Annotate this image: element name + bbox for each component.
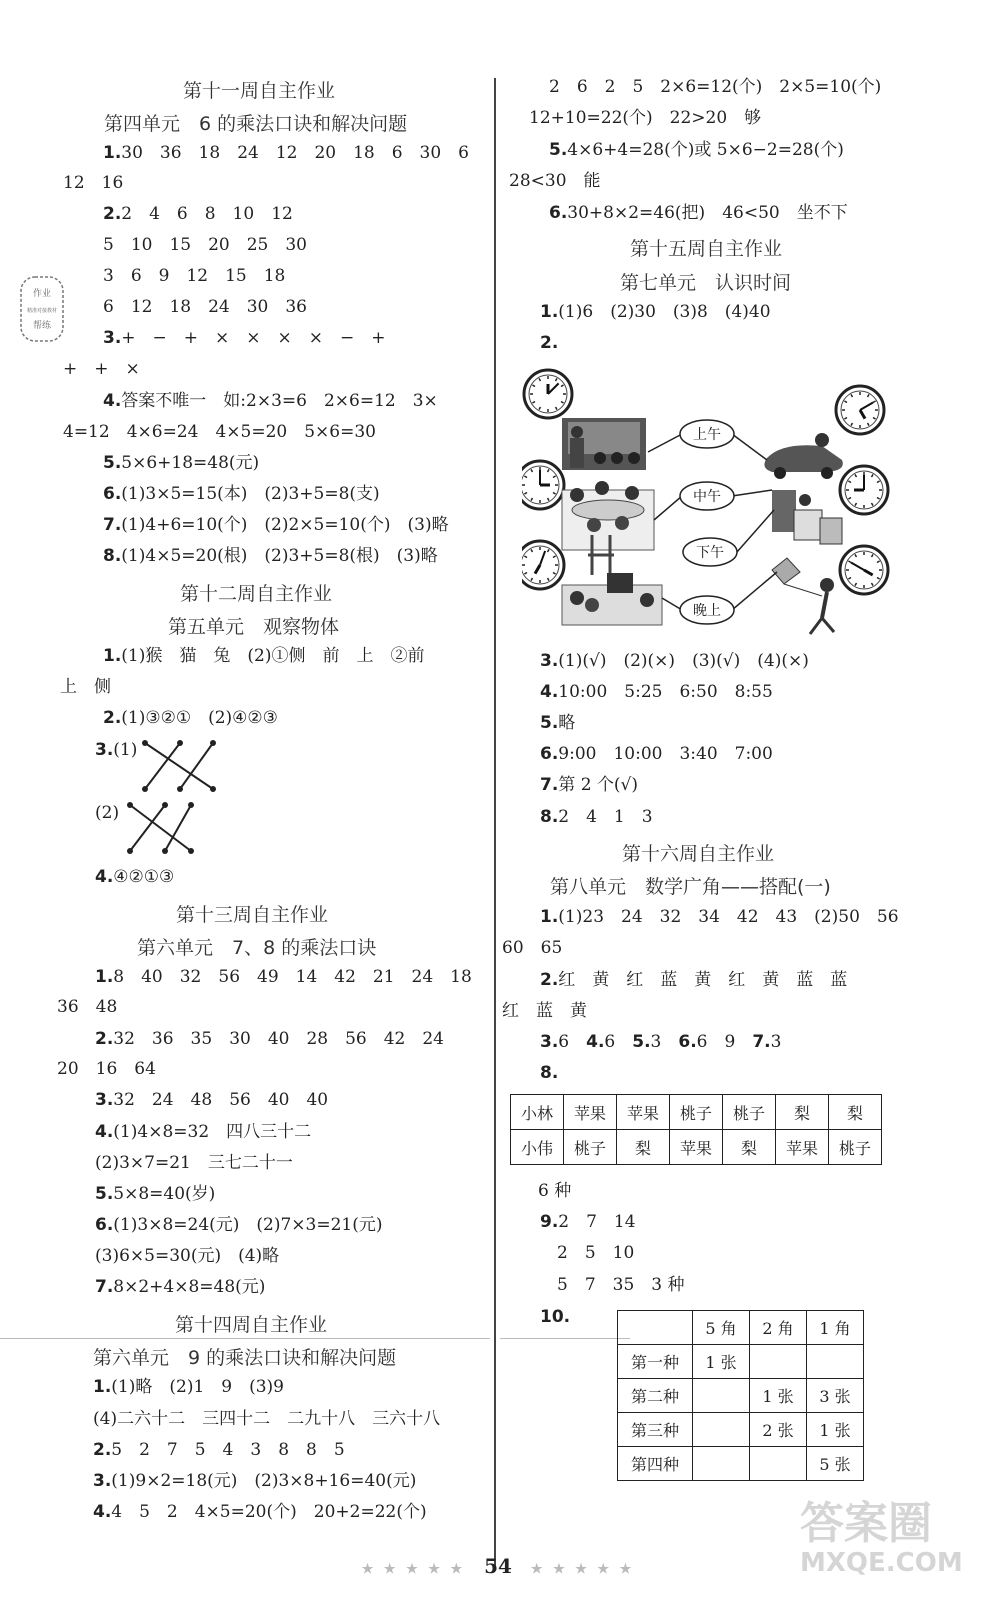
week16-title: 第十六周自主作业 <box>622 843 775 865</box>
table-cell: 第三种 <box>618 1413 693 1447</box>
table-cell <box>693 1447 750 1481</box>
week13-unit: 第六单元 7、8 的乘法口诀 <box>137 937 377 959</box>
table-cell: 梨 <box>829 1095 882 1130</box>
period-bubbles <box>680 420 737 624</box>
w14-q6: 6.30+8×2=46(把) 46<50 坐不下 <box>549 203 848 223</box>
w12-q4: 4.④②①③ <box>95 867 175 887</box>
w16-q1-cont: 60 65 <box>502 938 563 958</box>
period-bubble <box>680 596 734 624</box>
scene-kite <box>772 558 834 634</box>
w13-q1-cont: 36 48 <box>57 997 118 1017</box>
w16-q10: 10. <box>540 1307 571 1327</box>
w15-q8: 8.2 4 1 3 <box>540 807 653 827</box>
w11-q1: 1.30 36 18 24 12 20 18 6 30 6 <box>103 143 469 163</box>
footer-stars-right: ★ ★ ★ ★ ★ <box>530 1562 635 1577</box>
w12-q3-matching-lines-1 <box>140 738 220 794</box>
svg-text:作业: 作业 <box>32 289 52 299</box>
w16-q9: 9.2 7 14 <box>540 1212 636 1232</box>
footer-stars-left: ★ ★ ★ ★ ★ <box>361 1562 466 1577</box>
period-label: 下午 <box>696 545 724 561</box>
table-cell: 第四种 <box>618 1447 693 1481</box>
week14-title: 第十四周自主作业 <box>175 1314 328 1336</box>
w13-q7: 7.8×2+4×8=48(元) <box>95 1277 266 1297</box>
table-cell: 梨 <box>723 1130 776 1165</box>
w16-q2: 2.红 黄 红 蓝 黄 红 黄 蓝 蓝 <box>540 970 848 990</box>
w15-q1: 1.(1)6 (2)30 (3)8 (4)40 <box>540 302 771 322</box>
w11-q2: 2.2 4 6 8 10 12 <box>103 204 293 224</box>
w11-q2-row3: 3 6 9 12 15 18 <box>103 266 286 286</box>
w11-q2-row2: 5 10 15 20 25 30 <box>103 235 307 255</box>
table-cell: 苹果 <box>617 1095 670 1130</box>
table-cell <box>750 1345 807 1379</box>
table-header-cell: 1 角 <box>807 1311 864 1345</box>
w16-q9-row3: 5 7 35 3 种 <box>557 1275 685 1295</box>
scene-car <box>764 433 842 479</box>
scene-blocks <box>772 490 842 544</box>
table-cell: 3 张 <box>807 1379 864 1413</box>
w13-q3: 3.32 24 48 56 40 40 <box>95 1090 329 1110</box>
stamp-seal <box>18 274 66 344</box>
period-bubble <box>680 482 734 510</box>
table-row <box>511 1095 882 1130</box>
w14-q5: 5.4×6+4=28(个)或 5×6−2=28(个) <box>549 140 844 160</box>
right-bottom-rule <box>500 1338 630 1339</box>
w13-q4-cont: (2)3×7=21 三七二十一 <box>95 1153 293 1173</box>
table-cell: 1 张 <box>693 1345 750 1379</box>
table-row <box>618 1379 864 1413</box>
w11-q1-cont: 12 16 <box>63 173 124 193</box>
table-row <box>511 1130 882 1165</box>
table-cell: 桃子 <box>564 1130 617 1165</box>
table-row <box>618 1345 864 1379</box>
table-cell <box>693 1413 750 1447</box>
column-divider <box>494 78 496 1568</box>
table-cell: 第二种 <box>618 1379 693 1413</box>
table-header-cell: 5 角 <box>693 1311 750 1345</box>
w11-q7: 7.(1)4+6=10(个) (2)2×5=10(个) (3)略 <box>103 515 449 535</box>
w13-q2-cont: 20 16 64 <box>57 1059 156 1079</box>
w14-q5-cont: 28<30 能 <box>509 171 601 191</box>
w16-q3-7: 3.6 4.6 5.3 6.6 9 7.3 <box>540 1032 782 1052</box>
w11-q4-cont: 4=12 4×6=24 4×5=20 5×6=30 <box>63 422 376 442</box>
w12-q3: 3.(1) <box>95 740 138 760</box>
w11-q3-cont: + + × <box>63 359 140 379</box>
w12-q2: 2.(1)③②① (2)④②③ <box>103 708 278 728</box>
w15-q3: 3.(1)(√) (2)(×) (3)(√) (4)(×) <box>540 651 809 671</box>
period-label: 晚上 <box>693 603 721 619</box>
table-cell: 梨 <box>617 1130 670 1165</box>
svg-text:帮练: 帮练 <box>32 321 52 331</box>
table-cell: 第一种 <box>618 1345 693 1379</box>
clock-icon <box>836 386 884 434</box>
week12-unit: 第五单元 观察物体 <box>168 616 340 638</box>
w11-q8: 8.(1)4×5=20(根) (2)3+5=8(根) (3)略 <box>103 546 438 566</box>
period-bubble <box>683 538 737 566</box>
w14-q1: 1.(1)略 (2)1 9 (3)9 <box>93 1377 284 1397</box>
table-cell <box>693 1379 750 1413</box>
w11-q4: 4.答案不唯一 如:2×3=6 2×6=12 3× <box>103 391 438 411</box>
table-cell <box>807 1345 864 1379</box>
w15-q4: 4.10:00 5:25 6:50 8:55 <box>540 682 773 702</box>
w14-q1-cont: (4)二六十二 三四十二 二九十八 三六十八 <box>93 1409 441 1429</box>
week16-unit: 第八单元 数学广角——搭配(一) <box>550 876 831 898</box>
left-bottom-rule <box>0 1338 490 1339</box>
clock-matching-figure <box>522 360 892 642</box>
page-number: 54 <box>484 1554 512 1578</box>
table-row <box>618 1447 864 1481</box>
w16-q8-answer: 6 种 <box>538 1181 572 1201</box>
table-row <box>618 1413 864 1447</box>
clock-icon <box>840 466 888 514</box>
table-cell: 桃子 <box>829 1130 882 1165</box>
table-cell: 苹果 <box>776 1130 829 1165</box>
table-cell: 1 张 <box>750 1379 807 1413</box>
table-cell: 小林 <box>511 1095 564 1130</box>
match-lines <box>648 434 777 610</box>
clock-icon <box>522 541 564 589</box>
w15-q5: 5.略 <box>540 713 576 733</box>
w14-q2: 2.5 2 7 5 4 3 8 8 5 <box>93 1440 345 1460</box>
w14-q4-cont: 2 6 2 5 2×6=12(个) 2×5=10(个) <box>549 77 882 97</box>
w16-q8-table <box>510 1094 882 1165</box>
table-cell: 苹果 <box>670 1130 723 1165</box>
scene-tv <box>562 573 662 625</box>
w12-q3-part2: (2) <box>95 803 120 823</box>
w13-q4: 4.(1)4×8=32 四八三十二 <box>95 1122 312 1142</box>
table-header-cell: 2 角 <box>750 1311 807 1345</box>
table-cell: 2 张 <box>750 1413 807 1447</box>
w15-q7: 7.第 2 个(√) <box>540 775 639 795</box>
clock-icon <box>524 370 572 418</box>
w13-q1: 1.8 40 32 56 49 14 42 21 24 18 <box>95 967 472 987</box>
table-cell <box>750 1447 807 1481</box>
svg-text:精准对接教材: 精准对接教材 <box>26 308 58 314</box>
week11-unit: 第四单元 6 的乘法口诀和解决问题 <box>104 113 408 135</box>
w12-q1: 1.(1)猴 猫 兔 (2)①侧 前 上 ②前 <box>103 646 425 666</box>
period-bubble <box>680 420 734 448</box>
table-cell: 桃子 <box>670 1095 723 1130</box>
clock-icon <box>522 461 564 509</box>
w13-q6-cont: (3)6×5=30(元) (4)略 <box>95 1246 280 1266</box>
w12-q3-matching-lines-2 <box>125 800 205 856</box>
w16-q10-table <box>617 1310 864 1481</box>
w16-q8: 8. <box>540 1063 559 1083</box>
w13-q2: 2.32 36 35 30 40 28 56 42 24 <box>95 1029 444 1049</box>
scene-lunch <box>562 481 654 575</box>
week12-title: 第十二周自主作业 <box>180 583 333 605</box>
w15-q2: 2. <box>540 333 559 353</box>
table-header-cell <box>618 1311 693 1345</box>
week15-unit: 第七单元 认识时间 <box>620 272 792 294</box>
clock-icon <box>840 546 888 594</box>
table-cell: 5 张 <box>807 1447 864 1481</box>
week13-title: 第十三周自主作业 <box>176 904 329 926</box>
w13-q6: 6.(1)3×8=24(元) (2)7×3=21(元) <box>95 1215 383 1235</box>
w14-q3: 3.(1)9×2=18(元) (2)3×8+16=40(元) <box>93 1471 417 1491</box>
w16-q2-cont: 红 蓝 黄 <box>502 1001 587 1021</box>
table-cell: 苹果 <box>564 1095 617 1130</box>
w15-q6: 6.9:00 10:00 3:40 7:00 <box>540 744 773 764</box>
w13-q5: 5.5×8=40(岁) <box>95 1184 216 1204</box>
w11-q6: 6.(1)3×5=15(本) (2)3+5=8(支) <box>103 484 380 504</box>
table-header-row <box>618 1311 864 1345</box>
week15-title: 第十五周自主作业 <box>630 238 783 260</box>
w14-q4-cont2: 12+10=22(个) 22>20 够 <box>529 108 762 128</box>
week11-title: 第十一周自主作业 <box>183 80 336 102</box>
table-cell: 1 张 <box>807 1413 864 1447</box>
w11-q3: 3.+ − + × × × × − + <box>103 328 386 348</box>
w16-q1: 1.(1)23 24 32 34 42 43 (2)50 56 <box>540 907 899 927</box>
table-cell: 梨 <box>776 1095 829 1130</box>
watermark: 答案圈 MXQE.COM <box>800 1498 963 1578</box>
table-cell: 桃子 <box>723 1095 776 1130</box>
w12-q1-cont: 上 侧 <box>60 677 111 697</box>
table-cell: 小伟 <box>511 1130 564 1165</box>
period-label: 上午 <box>693 427 721 443</box>
week14-unit: 第六单元 9 的乘法口诀和解决问题 <box>93 1347 397 1369</box>
period-label: 中午 <box>693 489 721 505</box>
w16-q9-row2: 2 5 10 <box>557 1243 635 1263</box>
w14-q4: 4.4 5 2 4×5=20(个) 20+2=22(个) <box>93 1502 427 1522</box>
w11-q2-row4: 6 12 18 24 30 36 <box>103 297 307 317</box>
w11-q5: 5.5×6+18=48(元) <box>103 453 260 473</box>
scene-classroom <box>562 418 646 470</box>
